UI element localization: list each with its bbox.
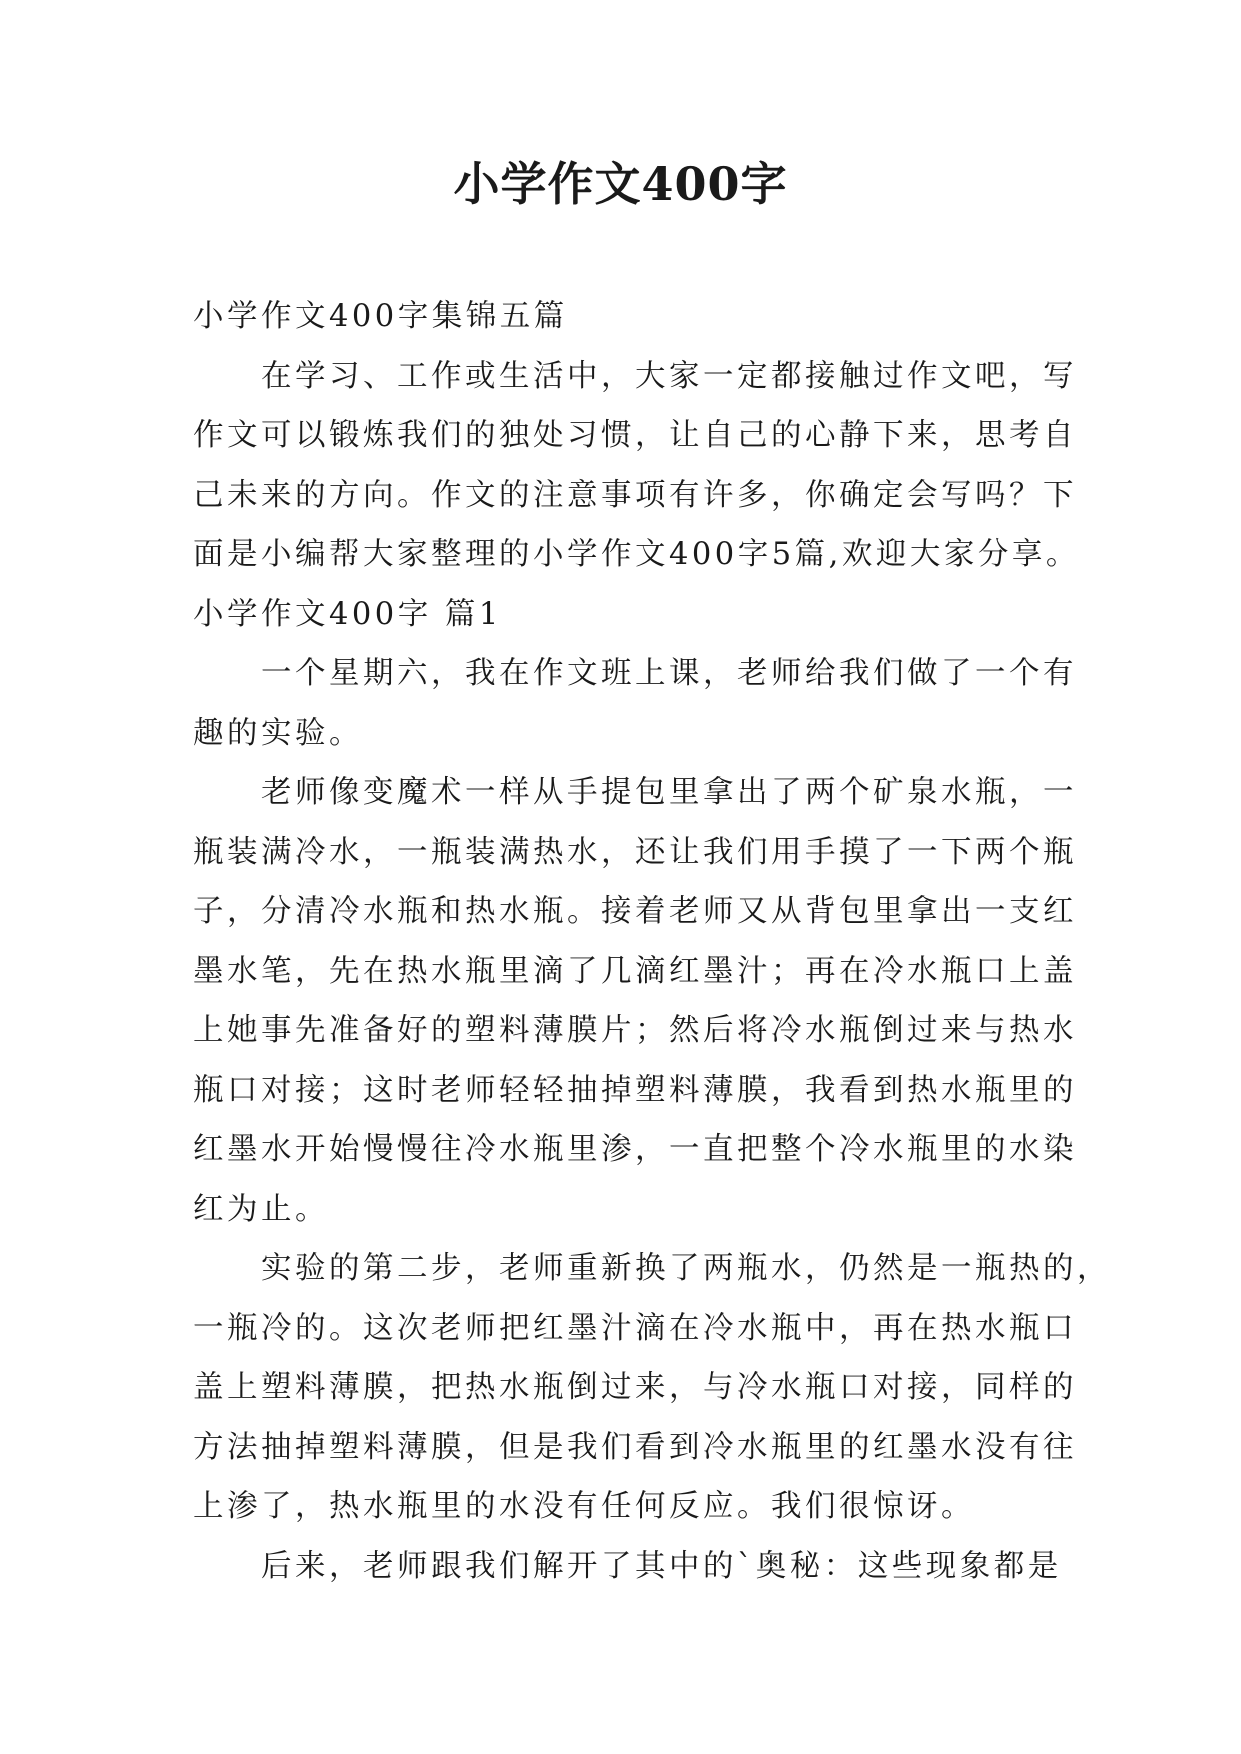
text-line: 瓶装满冷水，一瓶装满热水，还让我们用手摸了一下两个瓶 [193,834,1077,870]
text-line: 上她事先准备好的塑料薄膜片；然后将冷水瓶倒过来与热水 [193,1013,1077,1048]
text-line: 老师像变魔术一样从手提包里拿出了两个矿泉水瓶，一 [261,775,1077,810]
text-line: 趣的实验。 [193,715,363,751]
document-body [193,287,1111,1596]
text-line: 红为止。 [193,1191,329,1227]
text-line: 一个星期六，我在作文班上课，老师给我们做了一个有 [261,656,1077,691]
text-line: 己未来的方向。作文的注意事项有许多，你确定会写吗？下 [193,477,1077,513]
text-line: 小学作文400字 篇1 [193,596,502,632]
text-line: 上渗了，热水瓶里的水没有任何反应。我们很惊讶。 [193,1489,975,1524]
text-line: 实验的第二步，老师重新换了两瓶水，仍然是一瓶热的， [261,1251,1111,1286]
text-line: 后来，老师跟我们解开了其中的`奥秘：这些现象都是 [261,1548,1062,1584]
text-line: 一瓶冷的。这次老师把红墨汁滴在冷水瓶中，再在热水瓶口 [193,1310,1077,1346]
text-line: 方法抽掉塑料薄膜，但是我们看到冷水瓶里的红墨水没有往 [193,1429,1077,1465]
text-line: 面是小编帮大家整理的小学作文400字5篇,欢迎大家分享。 [193,537,1080,572]
text-line: 墨水笔，先在热水瓶里滴了几滴红墨汁；再在冷水瓶口上盖 [193,953,1077,989]
text-line: 子，分清冷水瓶和热水瓶。接着老师又从背包里拿出一支红 [193,894,1077,929]
text-line: 作文可以锻炼我们的独处习惯，让自己的心静下来，思考自 [193,418,1077,453]
document-title: 小学作文400字 [453,157,788,211]
text-line: 红墨水开始慢慢往冷水瓶里渗，一直把整个冷水瓶里的水染 [193,1132,1077,1167]
text-line: 瓶口对接；这时老师轻轻抽掉塑料薄膜，我看到热水瓶里的 [193,1072,1077,1108]
text-line: 在学习、工作或生活中，大家一定都接触过作文吧，写 [261,358,1077,394]
text-line: 小学作文400字集锦五篇 [193,299,568,334]
text-line: 盖上塑料薄膜，把热水瓶倒过来，与冷水瓶口对接，同样的 [193,1370,1077,1405]
